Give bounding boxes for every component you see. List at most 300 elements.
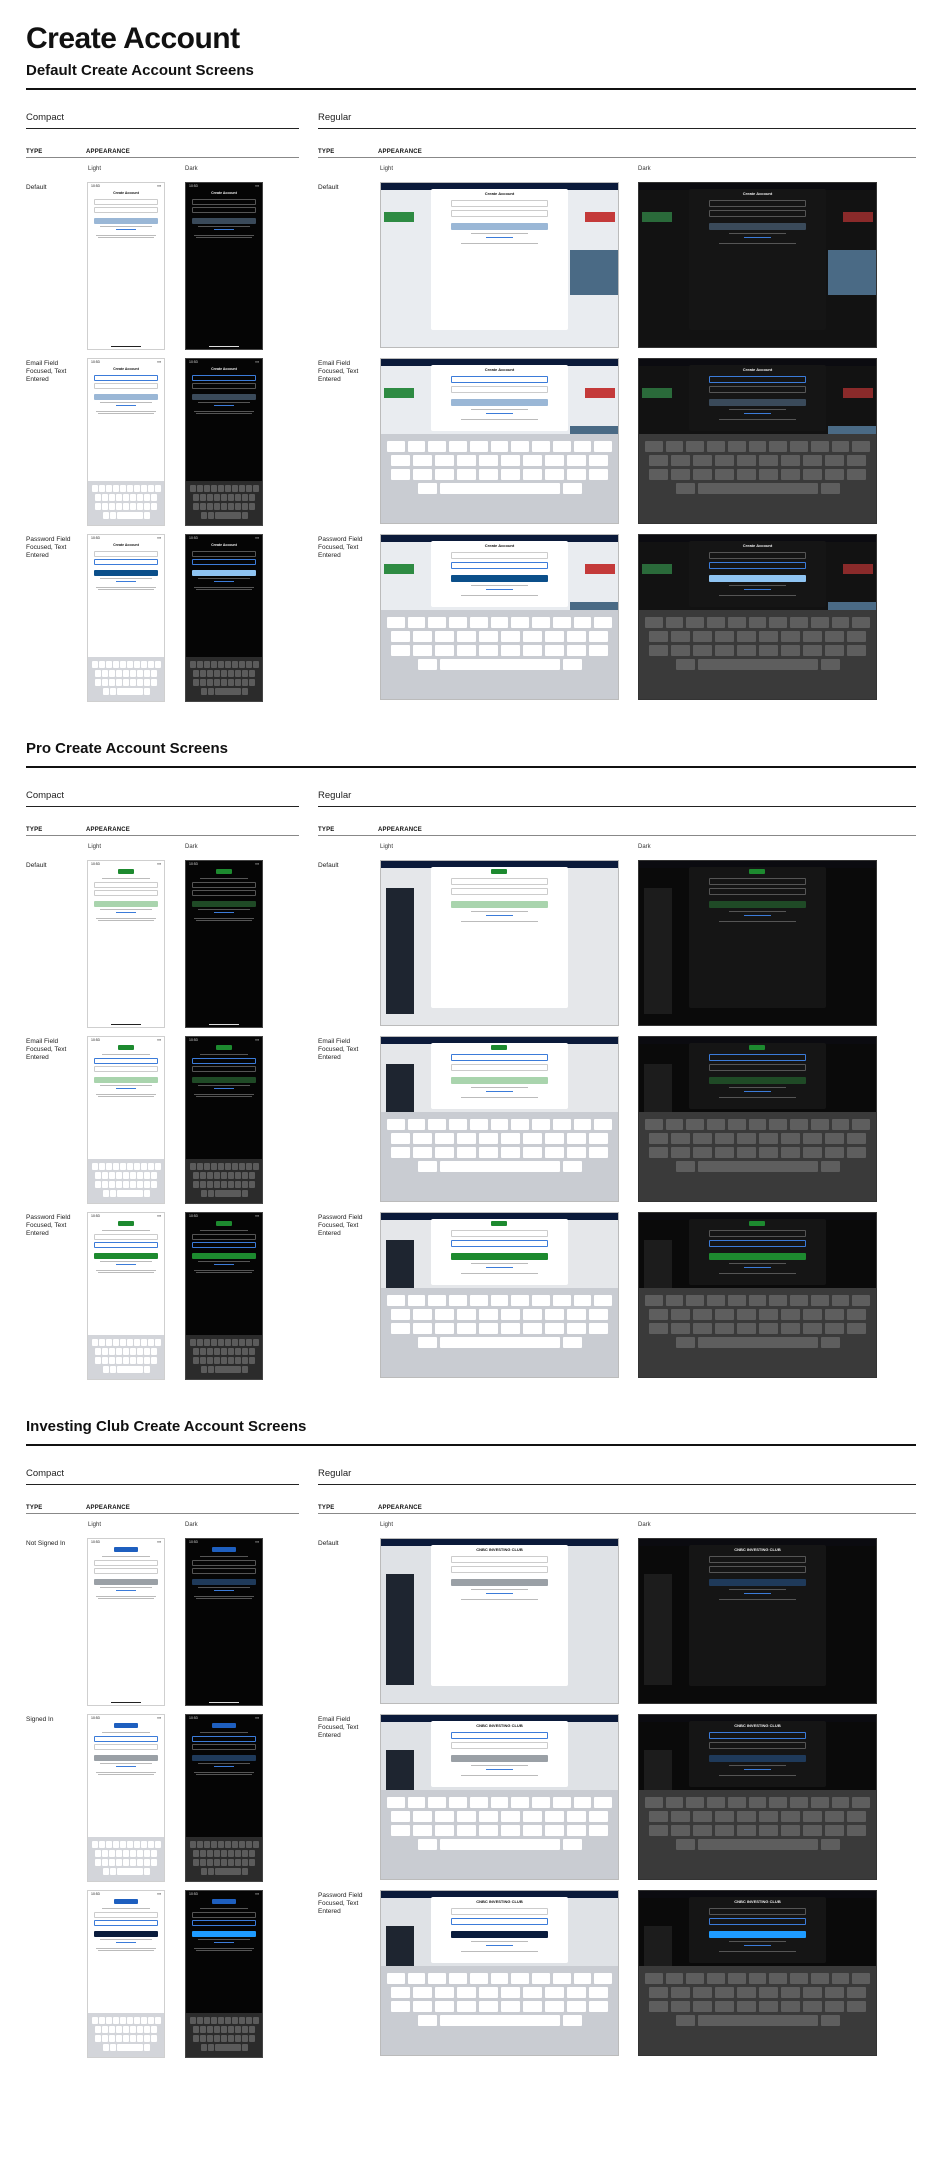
key (144, 2044, 150, 2051)
key (847, 1309, 866, 1320)
key (193, 1181, 199, 1188)
key (418, 483, 437, 494)
keyboard-row (645, 1161, 870, 1172)
key (102, 494, 108, 501)
email-field (94, 551, 158, 557)
keyboard (186, 481, 262, 525)
terms-text (194, 1094, 254, 1095)
key (649, 455, 668, 466)
email-field (94, 375, 158, 381)
signin-prompt (100, 1939, 152, 1940)
key (151, 2026, 157, 2033)
key (214, 503, 220, 510)
terms-text (96, 1270, 156, 1271)
signin-prompt (198, 226, 250, 227)
keyboard-row (645, 1987, 870, 1998)
key (545, 1309, 564, 1320)
phone-screen (87, 1212, 165, 1380)
terms-text (98, 1950, 154, 1951)
key (769, 1973, 787, 1984)
phone-screen (87, 1538, 165, 1706)
key (698, 483, 818, 494)
key (221, 2026, 227, 2033)
key (207, 1348, 213, 1355)
row-type-label: Default (26, 862, 47, 869)
create-account-button (709, 1253, 806, 1260)
key (671, 455, 690, 466)
key (825, 1309, 844, 1320)
create-account-button (709, 399, 806, 406)
type-header: TYPE (26, 149, 43, 155)
keyboard-row (90, 1190, 162, 1197)
key (137, 494, 143, 501)
key (200, 2026, 206, 2033)
status-icons: ▪▪▪ (255, 1716, 259, 1720)
key (113, 1163, 119, 1170)
status-time: 10:53 (189, 862, 198, 866)
key (214, 1348, 220, 1355)
key (574, 1797, 592, 1808)
key (242, 1172, 248, 1179)
keyboard-row (90, 485, 162, 492)
article-panel (644, 1574, 672, 1685)
key (671, 1147, 690, 1158)
regular-label: Regular (318, 112, 352, 123)
key (737, 1309, 756, 1320)
subtitle-line (102, 1054, 150, 1055)
signin-link (116, 581, 136, 582)
keyboard-row (645, 1119, 870, 1130)
key (235, 1172, 241, 1179)
key (563, 483, 582, 494)
key (120, 661, 126, 668)
key (117, 688, 143, 695)
key (137, 1172, 143, 1179)
key (435, 455, 454, 466)
keyboard-row (645, 645, 870, 656)
signin-prompt (100, 1587, 152, 1588)
key (123, 1850, 129, 1857)
screen-header (88, 1721, 164, 1729)
signin-prompt (729, 409, 786, 410)
compact-rule (26, 1484, 299, 1485)
key (671, 469, 690, 480)
key (144, 512, 150, 519)
key (144, 679, 150, 686)
key (686, 1295, 704, 1306)
key (803, 1987, 822, 1998)
terms-text (196, 920, 252, 921)
key (594, 617, 612, 628)
article-panel (386, 1574, 414, 1685)
keyboard-row (645, 441, 870, 452)
signin-link (486, 413, 513, 414)
key (137, 1181, 143, 1188)
password-field (192, 1920, 256, 1926)
key (532, 1119, 550, 1130)
key (698, 1161, 818, 1172)
key (391, 1133, 410, 1144)
modal-header: Create Account (484, 367, 515, 372)
key (567, 2001, 586, 2012)
create-account-button (709, 575, 806, 582)
header-rule (26, 157, 299, 158)
type-header: TYPE (26, 827, 43, 833)
key (109, 494, 115, 501)
key (218, 1163, 224, 1170)
key (208, 512, 214, 519)
key (649, 469, 668, 480)
password-field (709, 1064, 806, 1071)
key (803, 645, 822, 656)
key (803, 455, 822, 466)
signin-link (214, 229, 234, 230)
create-account-button (192, 394, 256, 400)
key (387, 1797, 405, 1808)
key (693, 1147, 712, 1158)
keyboard-row (90, 670, 162, 677)
compact-rule (26, 806, 299, 807)
create-account-modal (431, 189, 568, 330)
key (457, 1987, 476, 1998)
key (208, 688, 214, 695)
key (790, 1973, 808, 1984)
keyboard (639, 1790, 876, 1879)
screen-header (186, 1219, 262, 1227)
pro-logo (491, 1221, 507, 1226)
email-field (192, 199, 256, 205)
key (200, 503, 206, 510)
key (715, 1825, 734, 1836)
key (109, 1348, 115, 1355)
club-logo (212, 1547, 236, 1552)
key (193, 1850, 199, 1857)
key (239, 1841, 245, 1848)
dark-label: Dark (638, 166, 651, 172)
key (221, 1850, 227, 1857)
terms-text (98, 1774, 154, 1775)
key (511, 441, 529, 452)
key (847, 1987, 866, 1998)
key (116, 2035, 122, 2042)
create-account-button (451, 223, 548, 230)
key (148, 1339, 154, 1346)
key (95, 503, 101, 510)
keyboard-row (645, 469, 870, 480)
tablet-screen (380, 358, 619, 524)
key (221, 679, 227, 686)
email-field (94, 1234, 158, 1240)
story-image (828, 250, 876, 295)
key (545, 1323, 564, 1334)
subtitle-line (102, 1732, 150, 1733)
key (707, 1973, 725, 1984)
key (249, 2026, 255, 2033)
key (106, 2017, 112, 2024)
key (408, 617, 426, 628)
key (120, 1163, 126, 1170)
key (190, 2017, 196, 2024)
key (200, 1850, 206, 1857)
key (440, 1337, 560, 1348)
club-logo (212, 1723, 236, 1728)
key (501, 645, 520, 656)
keyboard (88, 1335, 164, 1379)
keyboard-row (645, 1839, 870, 1850)
keyboard-row (188, 2026, 260, 2033)
key (391, 455, 410, 466)
key (457, 631, 476, 642)
key (408, 1119, 426, 1130)
key (532, 617, 550, 628)
key (759, 1147, 778, 1158)
signin-prompt (100, 1763, 152, 1764)
key (574, 1119, 592, 1130)
key (190, 1339, 196, 1346)
key (737, 1987, 756, 1998)
status-time: 10:53 (189, 536, 198, 540)
key (645, 1797, 663, 1808)
key (151, 1172, 157, 1179)
keyboard-row (387, 645, 612, 656)
key (193, 1357, 199, 1364)
email-field (192, 1912, 256, 1918)
key (235, 503, 241, 510)
status-time: 10:53 (91, 184, 100, 188)
key (130, 670, 136, 677)
keyboard-row (188, 2035, 260, 2042)
key (790, 1295, 808, 1306)
key (553, 617, 571, 628)
keyboard-row (188, 679, 260, 686)
create-account-button (451, 1579, 548, 1586)
key (208, 1366, 214, 1373)
subtitle-line (200, 1908, 248, 1909)
key (737, 1147, 756, 1158)
key (693, 2001, 712, 2012)
key (242, 1366, 248, 1373)
key (686, 441, 704, 452)
compact-label: Compact (26, 112, 65, 123)
key (501, 1825, 520, 1836)
status-icons: ▪▪▪ (255, 862, 259, 866)
key (134, 1339, 140, 1346)
signin-prompt (471, 233, 528, 234)
key (715, 1133, 734, 1144)
phone-screen (185, 1212, 263, 1380)
key (479, 1309, 498, 1320)
email-field (451, 552, 548, 559)
key (228, 670, 234, 677)
keyboard-row (387, 1147, 612, 1158)
key (242, 1190, 248, 1197)
email-field (94, 1058, 158, 1064)
status-time: 10:53 (91, 1214, 100, 1218)
key (852, 441, 870, 452)
key (479, 631, 498, 642)
key (693, 1323, 712, 1334)
key (666, 617, 684, 628)
key (113, 2017, 119, 2024)
email-field (451, 376, 548, 383)
key (803, 1309, 822, 1320)
screen-header (186, 1897, 262, 1905)
key (749, 1973, 767, 1984)
modal-header (689, 1043, 826, 1051)
key (470, 1973, 488, 1984)
key (200, 1172, 206, 1179)
key (201, 1190, 207, 1197)
key (102, 670, 108, 677)
market-tile (843, 212, 873, 222)
key (491, 1973, 509, 1984)
key (686, 1119, 704, 1130)
terms-text (719, 1273, 796, 1274)
keyboard-row (188, 1181, 260, 1188)
keyboard (639, 434, 876, 523)
keyboard-row (387, 1295, 612, 1306)
key (693, 1309, 712, 1320)
modal-header: Create Account (484, 191, 515, 196)
keyboard-row (90, 2026, 162, 2033)
modal-header: Create Account (742, 191, 773, 196)
club-logo (114, 1899, 138, 1904)
key (589, 469, 608, 480)
key (698, 2015, 818, 2026)
key (781, 455, 800, 466)
signin-link (486, 237, 513, 238)
terms-text (194, 1596, 254, 1597)
key (676, 1839, 695, 1850)
key (413, 1323, 432, 1334)
keyboard-row (188, 2044, 260, 2051)
key (246, 1163, 252, 1170)
light-label: Light (88, 1522, 102, 1528)
create-account-modal (431, 541, 568, 607)
key (232, 661, 238, 668)
email-field (451, 1908, 548, 1915)
key (151, 1859, 157, 1866)
key (102, 1357, 108, 1364)
key (728, 617, 746, 628)
key (391, 469, 410, 480)
key (698, 1839, 818, 1850)
signin-prompt (198, 1261, 250, 1262)
key (103, 1868, 109, 1875)
key (116, 1859, 122, 1866)
key (102, 2035, 108, 2042)
key (246, 661, 252, 668)
key (408, 1797, 426, 1808)
status-icons: ▪▪▪ (255, 1038, 259, 1042)
key (567, 1987, 586, 1998)
key (408, 1973, 426, 1984)
key (214, 494, 220, 501)
header-rule (318, 835, 916, 836)
key (545, 455, 564, 466)
create-account-button (192, 1077, 256, 1083)
key (781, 631, 800, 642)
create-account-button (192, 570, 256, 576)
create-account-button (451, 1253, 548, 1260)
key (123, 1348, 129, 1355)
key (545, 2001, 564, 2012)
key (92, 485, 98, 492)
key (144, 2035, 150, 2042)
key (193, 670, 199, 677)
keyboard-row (645, 483, 870, 494)
signin-link (744, 1593, 771, 1594)
subtitle-line (200, 1556, 248, 1557)
key (501, 1323, 520, 1334)
key (95, 679, 101, 686)
key (141, 2017, 147, 2024)
key (113, 485, 119, 492)
key (127, 1163, 133, 1170)
key (811, 441, 829, 452)
terms-text (194, 1948, 254, 1949)
key (144, 1859, 150, 1866)
password-field (709, 210, 806, 217)
key (109, 1850, 115, 1857)
key (228, 2035, 234, 2042)
key (123, 679, 129, 686)
key (847, 1323, 866, 1334)
key (201, 2044, 207, 2051)
password-field (94, 1066, 158, 1072)
key (221, 2035, 227, 2042)
subtitle-line (200, 1732, 248, 1733)
key (825, 1987, 844, 1998)
home-indicator (209, 1702, 239, 1704)
key (825, 469, 844, 480)
key (106, 1841, 112, 1848)
key (215, 688, 241, 695)
tablet-screen (638, 1714, 877, 1880)
key (102, 1850, 108, 1857)
terms-text (98, 589, 154, 590)
key (693, 469, 712, 480)
keyboard-row (387, 1797, 612, 1808)
key (686, 1973, 704, 1984)
key (440, 2015, 560, 2026)
key (501, 469, 520, 480)
terms-text (96, 235, 156, 236)
key (193, 679, 199, 686)
status-time: 10:53 (91, 1716, 100, 1720)
dark-label: Dark (185, 1522, 198, 1528)
keyboard-row (387, 1839, 612, 1850)
keyboard (186, 657, 262, 701)
key (825, 1147, 844, 1158)
key (103, 1190, 109, 1197)
key (221, 503, 227, 510)
signin-link (486, 1769, 513, 1770)
terms-text (98, 1272, 154, 1273)
signin-prompt (729, 911, 786, 912)
key (137, 670, 143, 677)
terms-text (461, 243, 538, 244)
signin-link (214, 1088, 234, 1089)
password-field (192, 1568, 256, 1574)
video-panel (386, 888, 414, 1014)
key (553, 441, 571, 452)
key (698, 1337, 818, 1348)
key (218, 661, 224, 668)
keyboard-row (90, 1841, 162, 1848)
keyboard (381, 1790, 618, 1879)
key (235, 1348, 241, 1355)
